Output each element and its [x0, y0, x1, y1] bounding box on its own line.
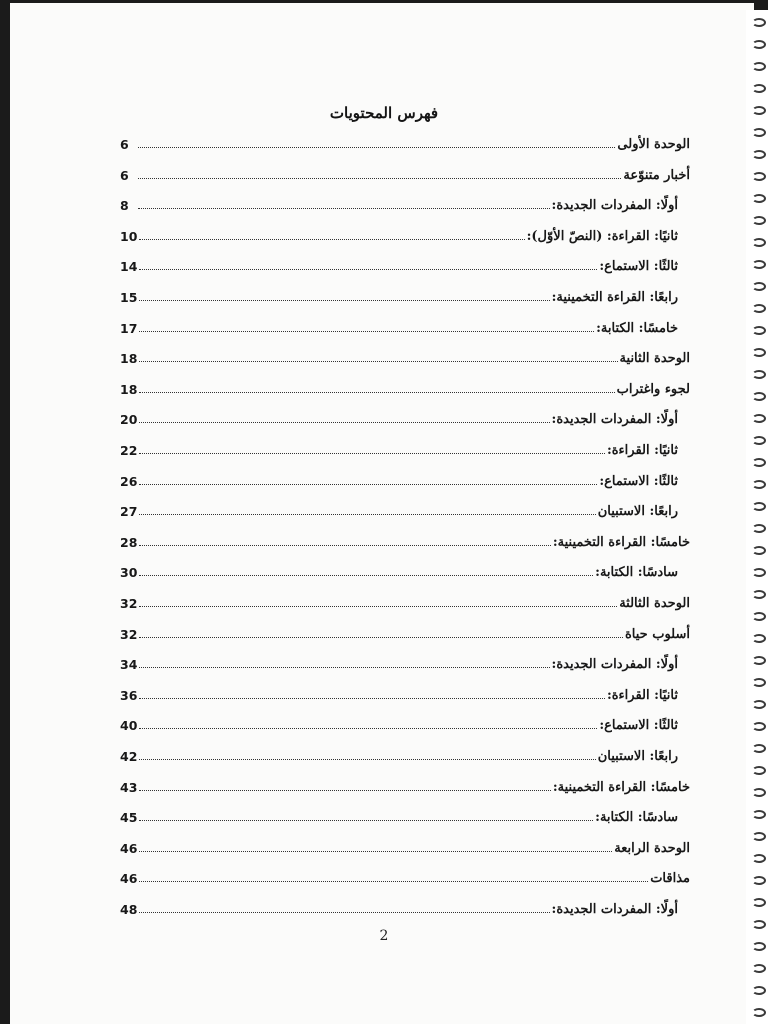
toc-entry — [120, 773, 690, 795]
toc-entry — [120, 252, 678, 274]
toc-entry — [120, 528, 690, 550]
toc-entry-label: ثانيًا: القراءة: — [606, 688, 678, 703]
toc-entry-label: أولًا: المفردات الجديدة: — [551, 198, 678, 213]
toc-entry-page: 6 — [120, 168, 129, 183]
toc-entry-page: 20 — [120, 412, 138, 427]
toc-entry-page: 45 — [120, 810, 138, 825]
toc-entry-label: أخبار متنوّعة — [623, 168, 690, 183]
toc-entry — [120, 283, 678, 305]
toc-entry-page: 10 — [120, 229, 138, 244]
toc-entry — [120, 620, 690, 642]
toc-entry — [120, 895, 678, 917]
toc-entry-label: أولًا: المفردات الجديدة: — [551, 412, 678, 427]
toc-entry-label: رابعًا: القراءة التخمينية: — [551, 290, 678, 305]
toc-entry-label: الوحدة الثالثة — [619, 596, 690, 611]
toc-dot-leader — [139, 361, 617, 362]
toc-dot-leader — [139, 239, 524, 240]
toc-entry — [120, 130, 690, 152]
toc-entry — [120, 191, 678, 213]
toc-dot-leader — [139, 392, 614, 393]
toc-entry-page: 30 — [120, 565, 138, 580]
toc-entry — [120, 803, 678, 825]
toc-entry-page: 8 — [120, 198, 129, 213]
toc-dot-leader — [139, 667, 549, 668]
toc-entry-label: الوحدة الأولى — [617, 137, 690, 152]
toc-entry-label: رابعًا: الاستبيان — [597, 749, 678, 764]
toc-entry-page: 46 — [120, 841, 138, 856]
toc-dot-leader — [139, 912, 549, 913]
toc-entry-page: 15 — [120, 290, 138, 305]
toc-entry-label: الوحدة الرابعة — [614, 841, 690, 856]
toc-dot-leader — [139, 790, 550, 791]
toc-entry-page: 26 — [120, 474, 138, 489]
toc-entry-page: 40 — [120, 718, 138, 733]
toc-entry-label: خامسًا: الكتابة: — [596, 321, 678, 336]
toc-entry-label: ثالثًا: الاستماع: — [599, 259, 678, 274]
toc-entry-label: سادسًا: الكتابة: — [595, 810, 678, 825]
toc-dot-leader — [139, 851, 612, 852]
toc-entry — [120, 467, 678, 489]
toc-entry — [120, 375, 690, 397]
toc-entry — [120, 589, 690, 611]
toc-entry-label: خامسًا: القراءة التخمينية: — [552, 535, 690, 550]
toc-entry-page: 42 — [120, 749, 138, 764]
toc-entry-label: لجوء واغتراب — [616, 382, 690, 397]
toc-entry-label: أولًا: المفردات الجديدة: — [551, 902, 678, 917]
toc-dot-leader — [139, 300, 549, 301]
toc-entry — [120, 558, 678, 580]
toc-entry-page: 17 — [120, 321, 138, 336]
toc-entry-label: مذاقات — [650, 871, 690, 886]
toc-entry-label: خامسًا: القراءة التخمينية: — [552, 780, 690, 795]
toc-dot-leader — [139, 484, 597, 485]
toc-entry — [120, 711, 678, 733]
toc-dot-leader — [139, 759, 595, 760]
toc-entry — [120, 681, 678, 703]
toc-entry — [120, 222, 678, 244]
toc-dot-leader — [139, 545, 550, 546]
toc-dot-leader — [138, 178, 621, 179]
toc-entry-page: 36 — [120, 688, 138, 703]
toc-entry-label: أسلوب حياة — [624, 627, 690, 642]
toc-entry-label: رابعًا: الاستبيان — [597, 504, 678, 519]
toc-entry-label: ثالثًا: الاستماع: — [599, 718, 678, 733]
toc-dot-leader — [139, 820, 593, 821]
toc-dot-leader — [139, 453, 605, 454]
toc-entry-page: 48 — [120, 902, 138, 917]
toc-entry — [120, 742, 678, 764]
toc-entry — [120, 344, 690, 366]
toc-entry-page: 22 — [120, 443, 138, 458]
toc-dot-leader — [138, 208, 550, 209]
toc-dot-leader — [139, 575, 593, 576]
toc-dot-leader — [139, 331, 594, 332]
toc-entry — [120, 650, 678, 672]
toc-dot-leader — [139, 514, 595, 515]
toc-entry-label: أولًا: المفردات الجديدة: — [551, 657, 678, 672]
page-number: 2 — [379, 928, 389, 944]
toc-entry — [120, 834, 690, 856]
toc-entry — [120, 864, 690, 886]
toc-entry-page: 32 — [120, 596, 138, 611]
toc-entry — [120, 405, 678, 427]
toc-entry — [120, 436, 678, 458]
toc-entry-label: الوحدة الثانية — [619, 351, 690, 366]
toc-dot-leader — [138, 147, 615, 148]
toc-dot-leader — [139, 606, 617, 607]
toc-entry-label: ثانيًا: القراءة: (النصّ الأوّل): — [526, 229, 678, 244]
toc-entry-page: 43 — [120, 780, 138, 795]
toc-entry-page: 34 — [120, 657, 138, 672]
toc-entry-label: ثانيًا: القراءة: — [606, 443, 678, 458]
toc-entry — [120, 497, 678, 519]
toc-dot-leader — [139, 269, 597, 270]
toc-entry — [120, 161, 690, 183]
toc-entry-label: ثالثًا: الاستماع: — [599, 474, 678, 489]
toc-entry-page: 18 — [120, 351, 138, 366]
toc-entry-page: 14 — [120, 259, 138, 274]
toc-dot-leader — [139, 422, 549, 423]
toc-entry-page: 32 — [120, 627, 138, 642]
page-title: فهرس المحتويات — [329, 104, 439, 122]
toc-entry — [120, 314, 678, 336]
toc-entry-page: 6 — [120, 137, 129, 152]
toc-entry-label: سادسًا: الكتابة: — [595, 565, 678, 580]
toc-dot-leader — [139, 698, 605, 699]
toc-entry-page: 46 — [120, 871, 138, 886]
toc-entry-page: 28 — [120, 535, 138, 550]
toc-dot-leader — [139, 728, 597, 729]
toc-entry-page: 27 — [120, 504, 138, 519]
toc-dot-leader — [139, 637, 623, 638]
toc-entry-page: 18 — [120, 382, 138, 397]
toc-dot-leader — [139, 881, 648, 882]
